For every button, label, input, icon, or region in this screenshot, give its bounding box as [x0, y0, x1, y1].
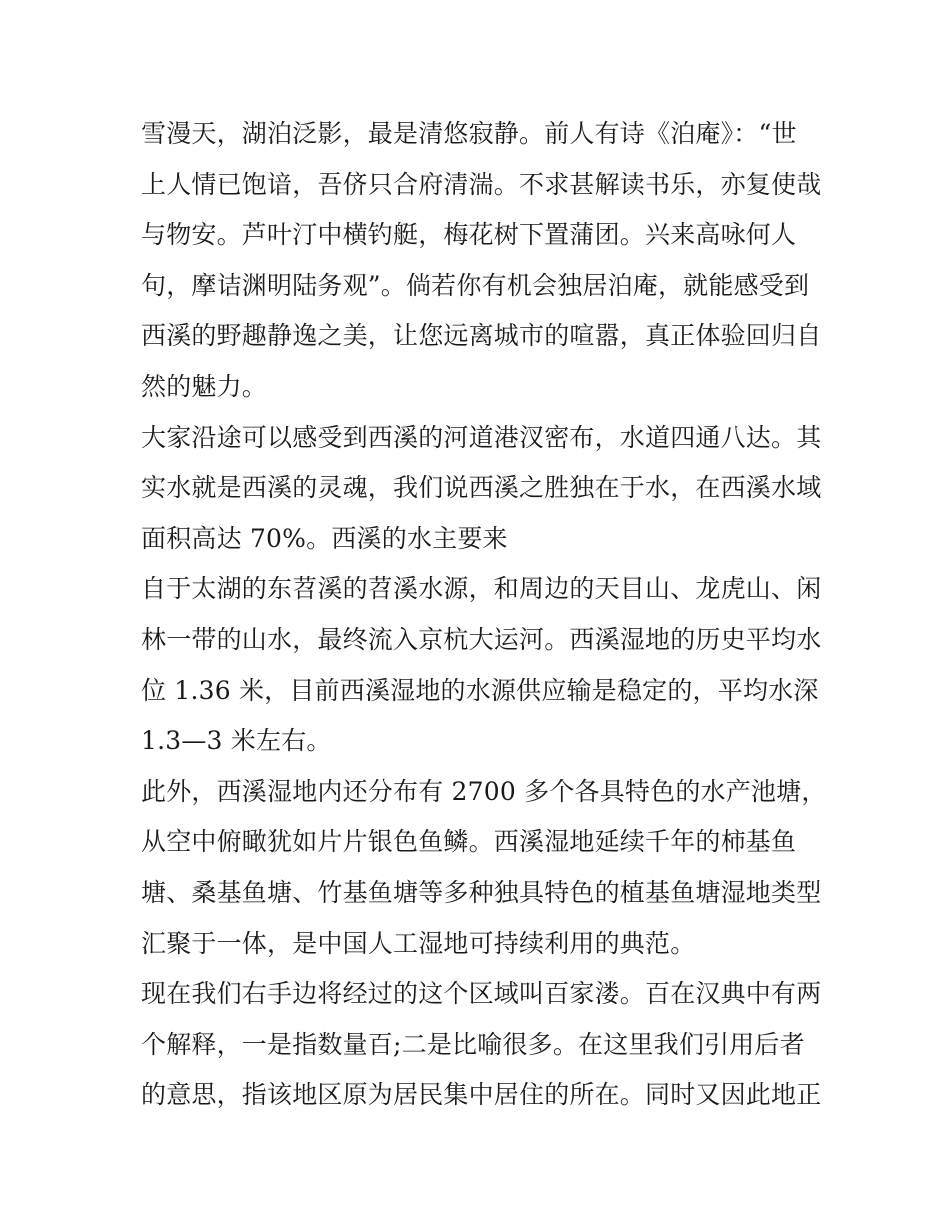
text-line: 的意思，指该地区原为居民集中居住的所在。同时又因此地正: [141, 1080, 822, 1110]
paragraph: [141, 767, 827, 969]
body-text: [141, 109, 827, 1121]
text-line: 自于太湖的东苕溪的苕溪水源，和周边的天目山、龙虎山、闲: [141, 574, 822, 604]
text-line: 句，摩诘渊明陆务观”。倘若你有机会独居泊庵，就能感受到: [141, 270, 810, 300]
paragraph: [141, 564, 821, 766]
text-line: 上人情已饱谙，吾侪只合府清湍。不求甚解读书乐，亦复使哉: [141, 169, 822, 199]
text-line: 现在我们右手边将经过的这个区域叫百家溇。百在汉典中有两: [141, 979, 822, 1009]
text-line: 此外，西溪湿地内还分布有 2700 多个各具特色的水产池塘，: [141, 776, 827, 806]
text-line: 1.3—3 米左右。: [141, 726, 332, 756]
text-line: 面积高达 70%。西溪的水主要来: [141, 523, 508, 553]
text-line: 从空中俯瞰犹如片片银色鱼鳞。西溪湿地延续千年的柿基鱼: [141, 827, 797, 857]
paragraph: [141, 413, 821, 565]
text-line: 汇聚于一体，是中国人工湿地可持续利用的典范。: [141, 928, 696, 958]
text-line: 雪漫天，湖泊泛影，最是清悠寂静。前人有诗《泊庵》：“世: [141, 119, 797, 148]
text-line: 实水就是西溪的灵魂，我们说西溪之胜独在于水，在西溪水域: [141, 473, 822, 503]
text-line: 林一带的山水，最终流入京杭大运河。西溪湿地的历史平均水: [141, 624, 822, 654]
paragraph: [141, 109, 821, 413]
text-line: 西溪的野趣静逸之美，让您远离城市的喧嚣，真正体验回归自: [141, 321, 822, 351]
text-line: 个解释，一是指数量百;二是比喻很多。在这里我们引用后者: [141, 1029, 805, 1059]
text-line: 然的魅力。: [141, 371, 268, 401]
text-line: 塘、桑基鱼塘、竹基鱼塘等多种独具特色的植基鱼塘湿地类型: [141, 877, 822, 907]
text-line: 大家沿途可以感受到西溪的河道港汊密布，水道四通八达。其: [141, 422, 822, 452]
text-line: 位 1.36 米，目前西溪湿地的水源供应输是稳定的，平均水深: [141, 675, 819, 705]
paragraph: [141, 969, 821, 1121]
text-line: 与物安。芦叶汀中横钓艇，梅花树下置蒲团。兴来高咏何人: [141, 220, 797, 250]
